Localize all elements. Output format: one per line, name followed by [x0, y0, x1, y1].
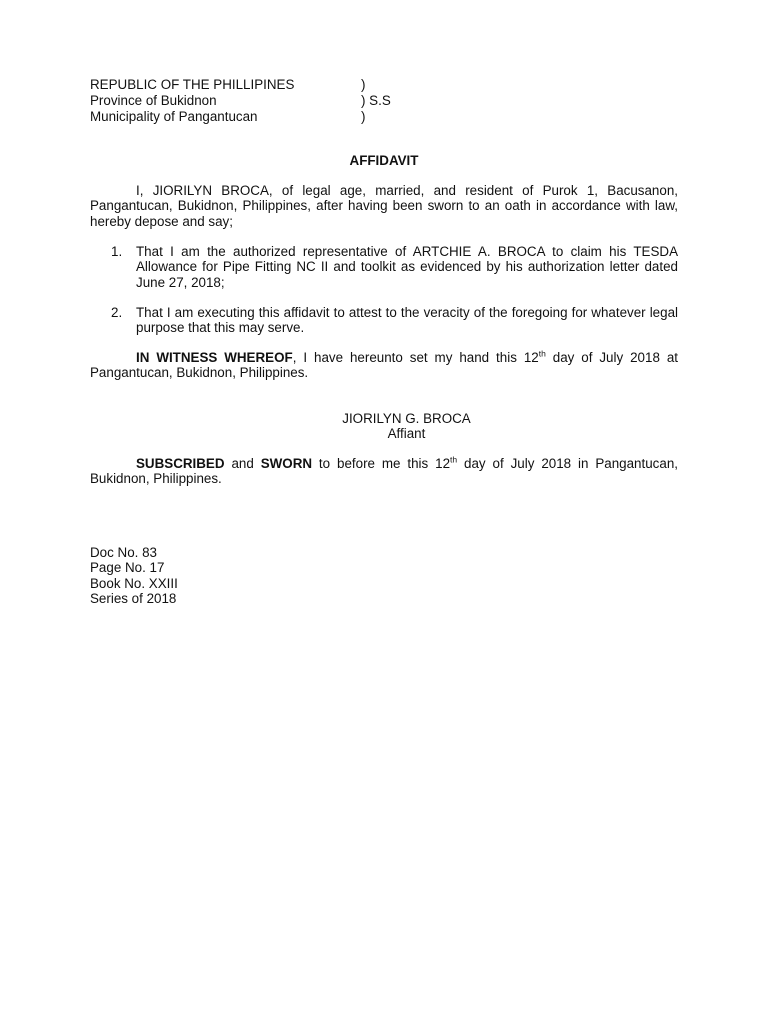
affiant-role: Affiant — [387, 426, 426, 441]
jurat-ordinal: th — [450, 454, 458, 465]
jurat-bold-sworn: SWORN — [260, 456, 313, 471]
witness-text-2: day of July 2018 at Pangantucan, Bukidnon, Philippines. — [90, 350, 678, 381]
list-item — [90, 305, 678, 336]
jurat-bold-subscribed: SUBSCRIBED — [136, 456, 225, 471]
venue-province: Province of Bukidnon — [90, 93, 217, 108]
document-title: AFFIDAVIT — [349, 153, 419, 168]
jurat-paragraph — [90, 456, 678, 487]
list-item-text: That I am executing this affidavit to attest to the veracity of the foregoing for whatever legal purpose that this may serve. — [136, 305, 678, 336]
witness-paragraph — [90, 350, 678, 381]
list-item — [90, 244, 678, 290]
venue-bracket-1: ) — [361, 77, 366, 92]
series-year: Series of 2018 — [90, 591, 177, 607]
venue-row-1 — [90, 77, 366, 93]
venue-municipality: Municipality of Pangantucan — [90, 109, 258, 124]
list-item-number: 2. — [111, 305, 123, 320]
venue-bracket-ss: ) S.S — [361, 93, 391, 108]
venue-country: REPUBLIC OF THE PHILLIPINES — [90, 77, 295, 92]
witness-bold: IN WITNESS WHEREOF — [136, 350, 293, 365]
notarial-register — [90, 545, 178, 607]
page-number: Page No. 17 — [90, 560, 165, 576]
jurat-text-2: day of July 2018 in Pangantucan, Bukidnon, Philippines. — [90, 456, 678, 487]
doc-number: Doc No. 83 — [90, 545, 157, 560]
numbered-list — [90, 244, 678, 290]
jurat-text-and: and — [224, 456, 261, 471]
list-item-number: 1. — [111, 244, 123, 259]
venue-row-2 — [90, 93, 391, 109]
affiant-name: JIORILYN G. BROCA — [342, 411, 471, 426]
list-item-text: That I am the authorized representative of ARTCHIE A. BROCA to claim his TESDA Allowance for Pipe Fitting NC II and toolkit as evidenced by his authorization letter dated June 27, 2018; — [136, 244, 678, 290]
numbered-list-2 — [90, 305, 678, 336]
intro-paragraph — [90, 183, 678, 229]
intro-text: I, JIORILYN BROCA, of legal age, married, and resident of Purok 1, Bacusanon, Pangantucan, Bukidnon, Philippines, after having been sworn to an oath in accordance with law, hereby depose and say; — [90, 183, 678, 229]
venue-row-3 — [90, 109, 366, 125]
jurat-text-1: to before me this 12 — [312, 456, 451, 471]
witness-ordinal: th — [538, 348, 546, 359]
witness-text-1: , I have hereunto set my hand this 12 — [292, 350, 539, 365]
venue-block — [90, 77, 391, 125]
venue-bracket-3: ) — [361, 109, 366, 124]
book-number: Book No. XXIII — [90, 575, 178, 591]
